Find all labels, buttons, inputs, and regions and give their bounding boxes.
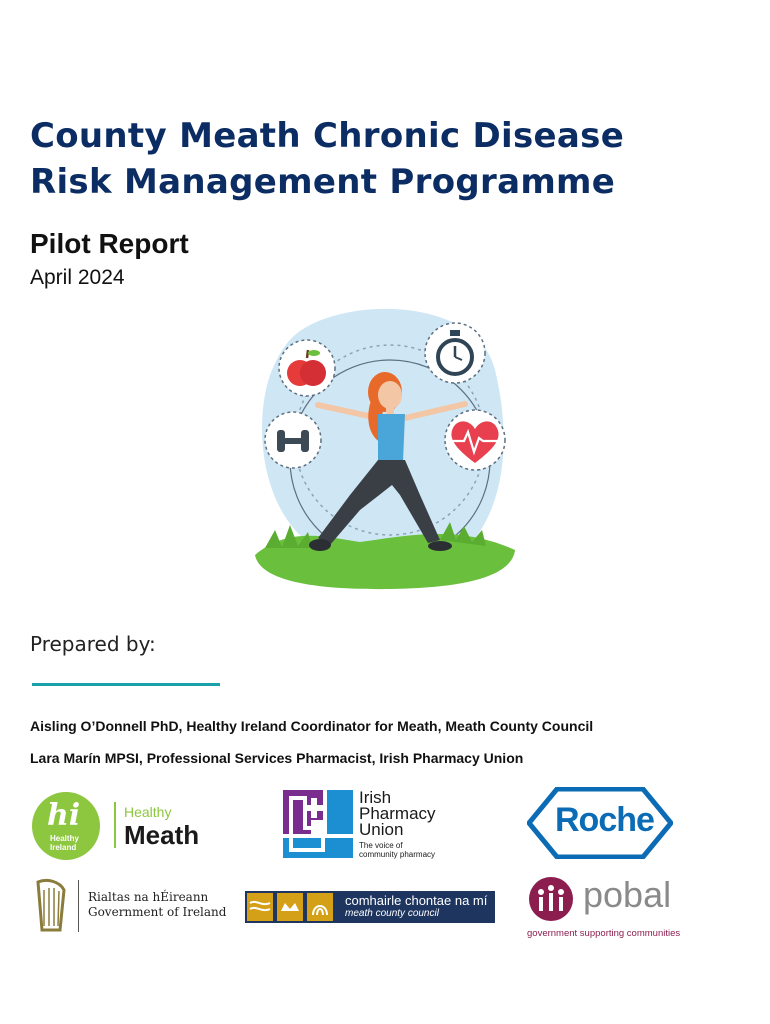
pobal-logo [527,876,697,942]
hi-mark: hi [47,798,81,833]
pobal-tagline: government supporting communities [527,928,681,939]
council-english-name: meath county council [345,908,439,919]
healthy-ireland-small: Healthy Ireland [50,834,79,852]
meath-county-council-logo [245,891,495,923]
meath-label: Meath [124,820,200,850]
gov-irish-name: Rialtas na hÉireann [88,890,209,904]
heart-icon [445,410,505,470]
author-1: Aisling O’Donnell PhD, Healthy Ireland Coordinator for Meath, Meath County Council [30,718,594,734]
ipu-tagline-2: community pharmacy [359,850,436,859]
ipu-line-1: Irish [359,788,392,807]
stopwatch-icon [425,323,485,383]
roche-wordmark: Roche [555,801,654,839]
author-2: Lara Marín MPSI, Professional Services Pharmacist, Irish Pharmacy Union [30,750,524,766]
apple-icon [279,340,335,396]
irish-pharmacy-union-logo [283,790,453,860]
pobal-wordmark: pobal [583,874,672,915]
gov-divider [78,880,79,932]
roche-logo [527,787,673,859]
report-date: April 2024 [30,266,125,289]
hero-illustration [250,300,520,595]
title-line-2: Risk Management Programme [30,162,616,202]
accent-divider [32,683,220,686]
logo-divider [114,802,116,848]
report-subtitle: Pilot Report [30,228,189,259]
harp-icon [30,876,74,936]
ipu-line-2: Pharmacy [359,804,436,823]
gov-english-name: Government of Ireland [88,905,227,919]
pobal-people-icon [527,876,575,922]
healthy-label: Healthy [124,804,172,820]
dumbbell-icon [265,412,321,468]
document-title [30,113,730,205]
ipu-tagline-1: The voice of [359,841,403,850]
title-line-1: County Meath Chronic Disease [30,116,625,156]
ipu-line-3: Union [359,820,404,839]
council-crest-icon [247,893,337,921]
government-of-ireland-logo [30,876,230,938]
prepared-by-heading: Prepared by: [30,632,156,656]
council-irish-name: comhairle chontae na mí [345,893,488,908]
healthy-meath-logo [30,790,220,862]
